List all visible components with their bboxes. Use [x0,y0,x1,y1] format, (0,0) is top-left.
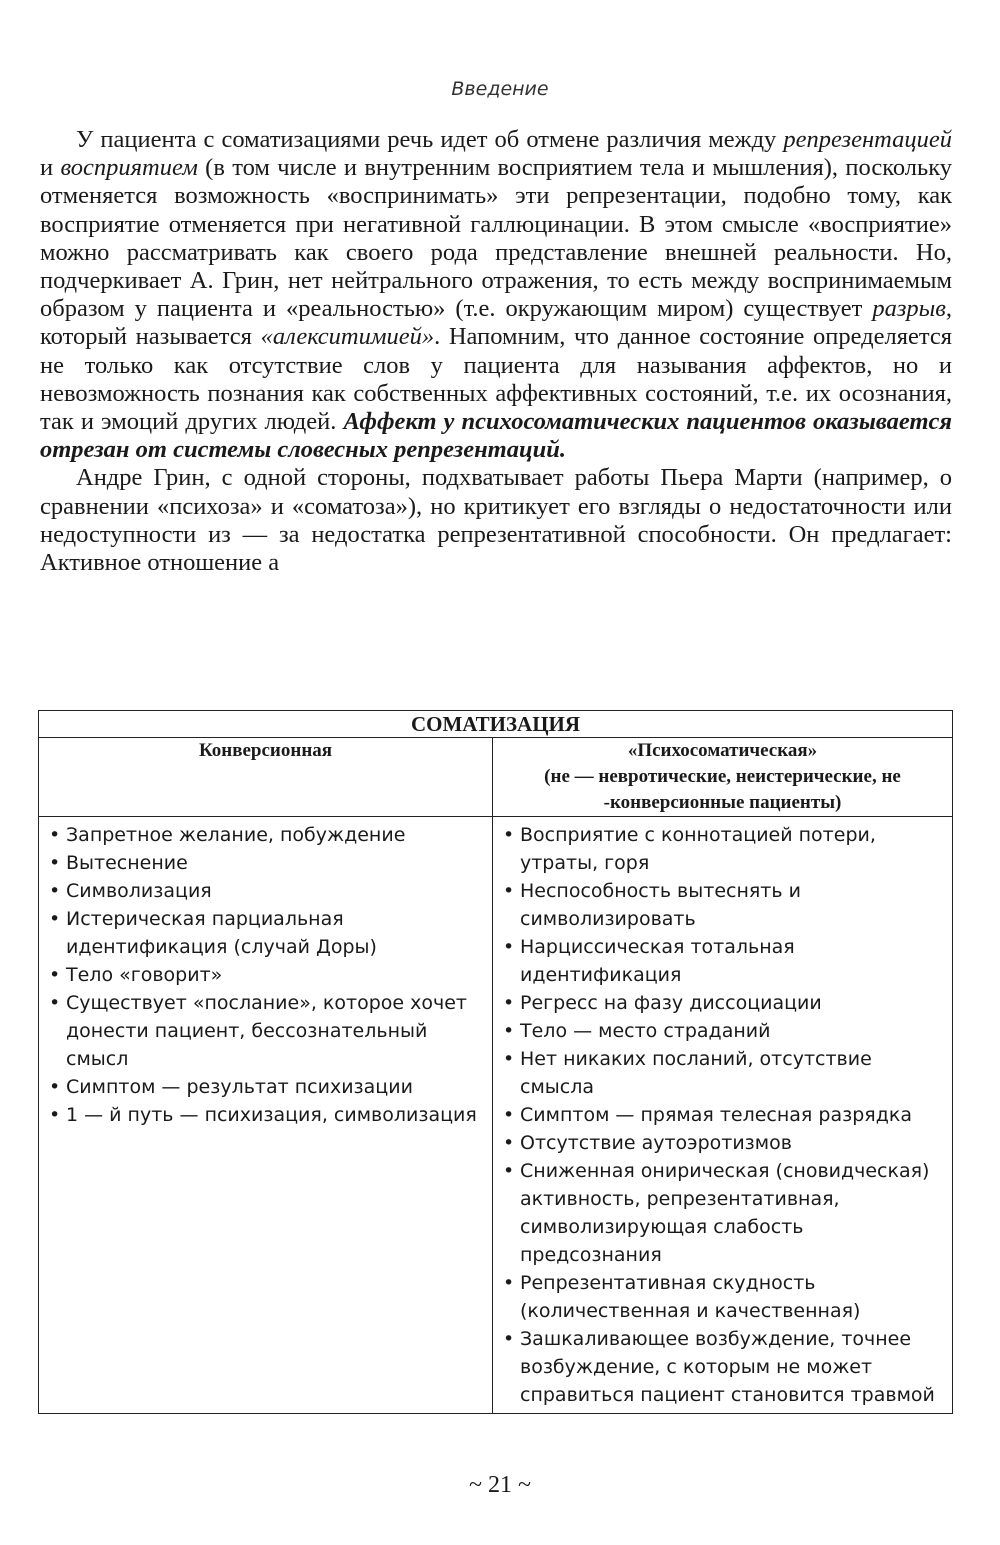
list-item: • 1 — й путь — психизация, символизация [49,1101,486,1129]
psychosomatic-list [493,817,952,1413]
list-item: • Отсутствие аутоэротизмов [503,1129,946,1157]
list-item: • Истерическая парциальная идентификация (случай Доры) [49,905,486,961]
p1-term-perception: восприятием [60,154,198,182]
header-psychosomatic-title: «Психосоматическая» [627,740,818,761]
list-item: • Существует «послание», которое хочет донести пациент, бессознательный смысл [49,989,486,1073]
running-title: Введение [451,78,549,100]
p1-text-e: . Напомним, что данное состояние определяется не только как отсутствие слов у пациента для называния аффектов, но и невозможность познания как собственных аффективных состояний, т.е. их осознания, так и эмоций других людей. [40,323,952,436]
page-number: ~ 21 ~ [469,1472,531,1498]
p1-text-d: , который называется [40,295,952,351]
p1-text-a: У пациента с соматизациями речь идет об отмене различия между [76,126,784,153]
body-text [40,126,952,577]
list-item: • Сниженная онирическая (сновидческая) активность, репрезентативная, символизирующая слабость предсознания [503,1157,946,1269]
header-conversion-label: Конверсионная [198,740,333,761]
list-item: • Нет никаких посланий, отсутствие смысла [503,1045,946,1101]
list-item: • Восприятие с коннотацией потери, утраты, горя [503,821,946,877]
header-psychosomatic-note: (не — невротические, неистерические, не -конверсионные пациенты) [544,766,901,813]
list-item: • Неспособность вытеснять и символизировать [503,877,946,933]
list-item: • Символизация [49,877,486,905]
list-item: • Регресс на фазу диссоциации [503,989,946,1017]
conversion-list [39,817,492,1133]
p1-text-b: и [40,154,61,182]
p1-emphasis: Аффект у психосоматических пациентов оказывается отрезан от системы словесных репрезентаций. [40,408,952,464]
list-item: • Запретное желание, побуждение [49,821,486,849]
list-item: • Тело — место страданий [503,1017,946,1045]
p1-term-representation: репрезентацией [783,126,952,153]
list-item: • Симптом — результат психизации [49,1073,486,1101]
psychosomatic-column [493,817,953,1414]
list-item: • Репрезентативная скудность (количественная и качественная) [503,1269,946,1325]
p1-term-alexithymia: «алекситимией» [260,323,435,351]
header-conversion [39,738,493,817]
conversion-column [39,817,493,1414]
list-item: • Вытеснение [49,849,486,877]
paragraph-2: Андре Грин, с одной стороны, подхватывает работы Пьера Марти (например, о сравнении «психоза» и «соматоза»), но критикует его взгляды о недостаточности или недоступности из — за недостатка репрезентативной способности. Он предлагает: Активное отношение а [40,464,952,577]
list-item: • Тело «говорит» [49,961,486,989]
table-title: СОМАТИЗАЦИЯ [39,711,953,738]
paragraph-1 [40,126,952,464]
list-item: • Нарциссическая тотальная идентификация [503,933,946,989]
list-item: • Зашкаливающее возбуждение, точнее возбуждение, с которым не может справиться пациент становится травмой [503,1325,946,1409]
list-item: • Симптом — прямая телесная разрядка [503,1101,946,1129]
p1-term-gap: разрыв [872,295,946,323]
header-psychosomatic [493,738,953,817]
p1-text-c: (в том числе и внутренним восприятием тела и мышления), поскольку отменяется возможность «воспринимать» эти репрезентации, подобно тому, как восприятие отменяется при негативной галлюцинации. В этом смысле «восприятие» можно рассматривать как своего рода представление внешней реальности. Но, подчеркивает А. Грин, нет нейтрального отражения, то есть между воспринимаемым образом у пациента и «реальностью» (т.е. окружающим миром) существует [40,154,952,323]
somatization-table [38,710,953,1414]
